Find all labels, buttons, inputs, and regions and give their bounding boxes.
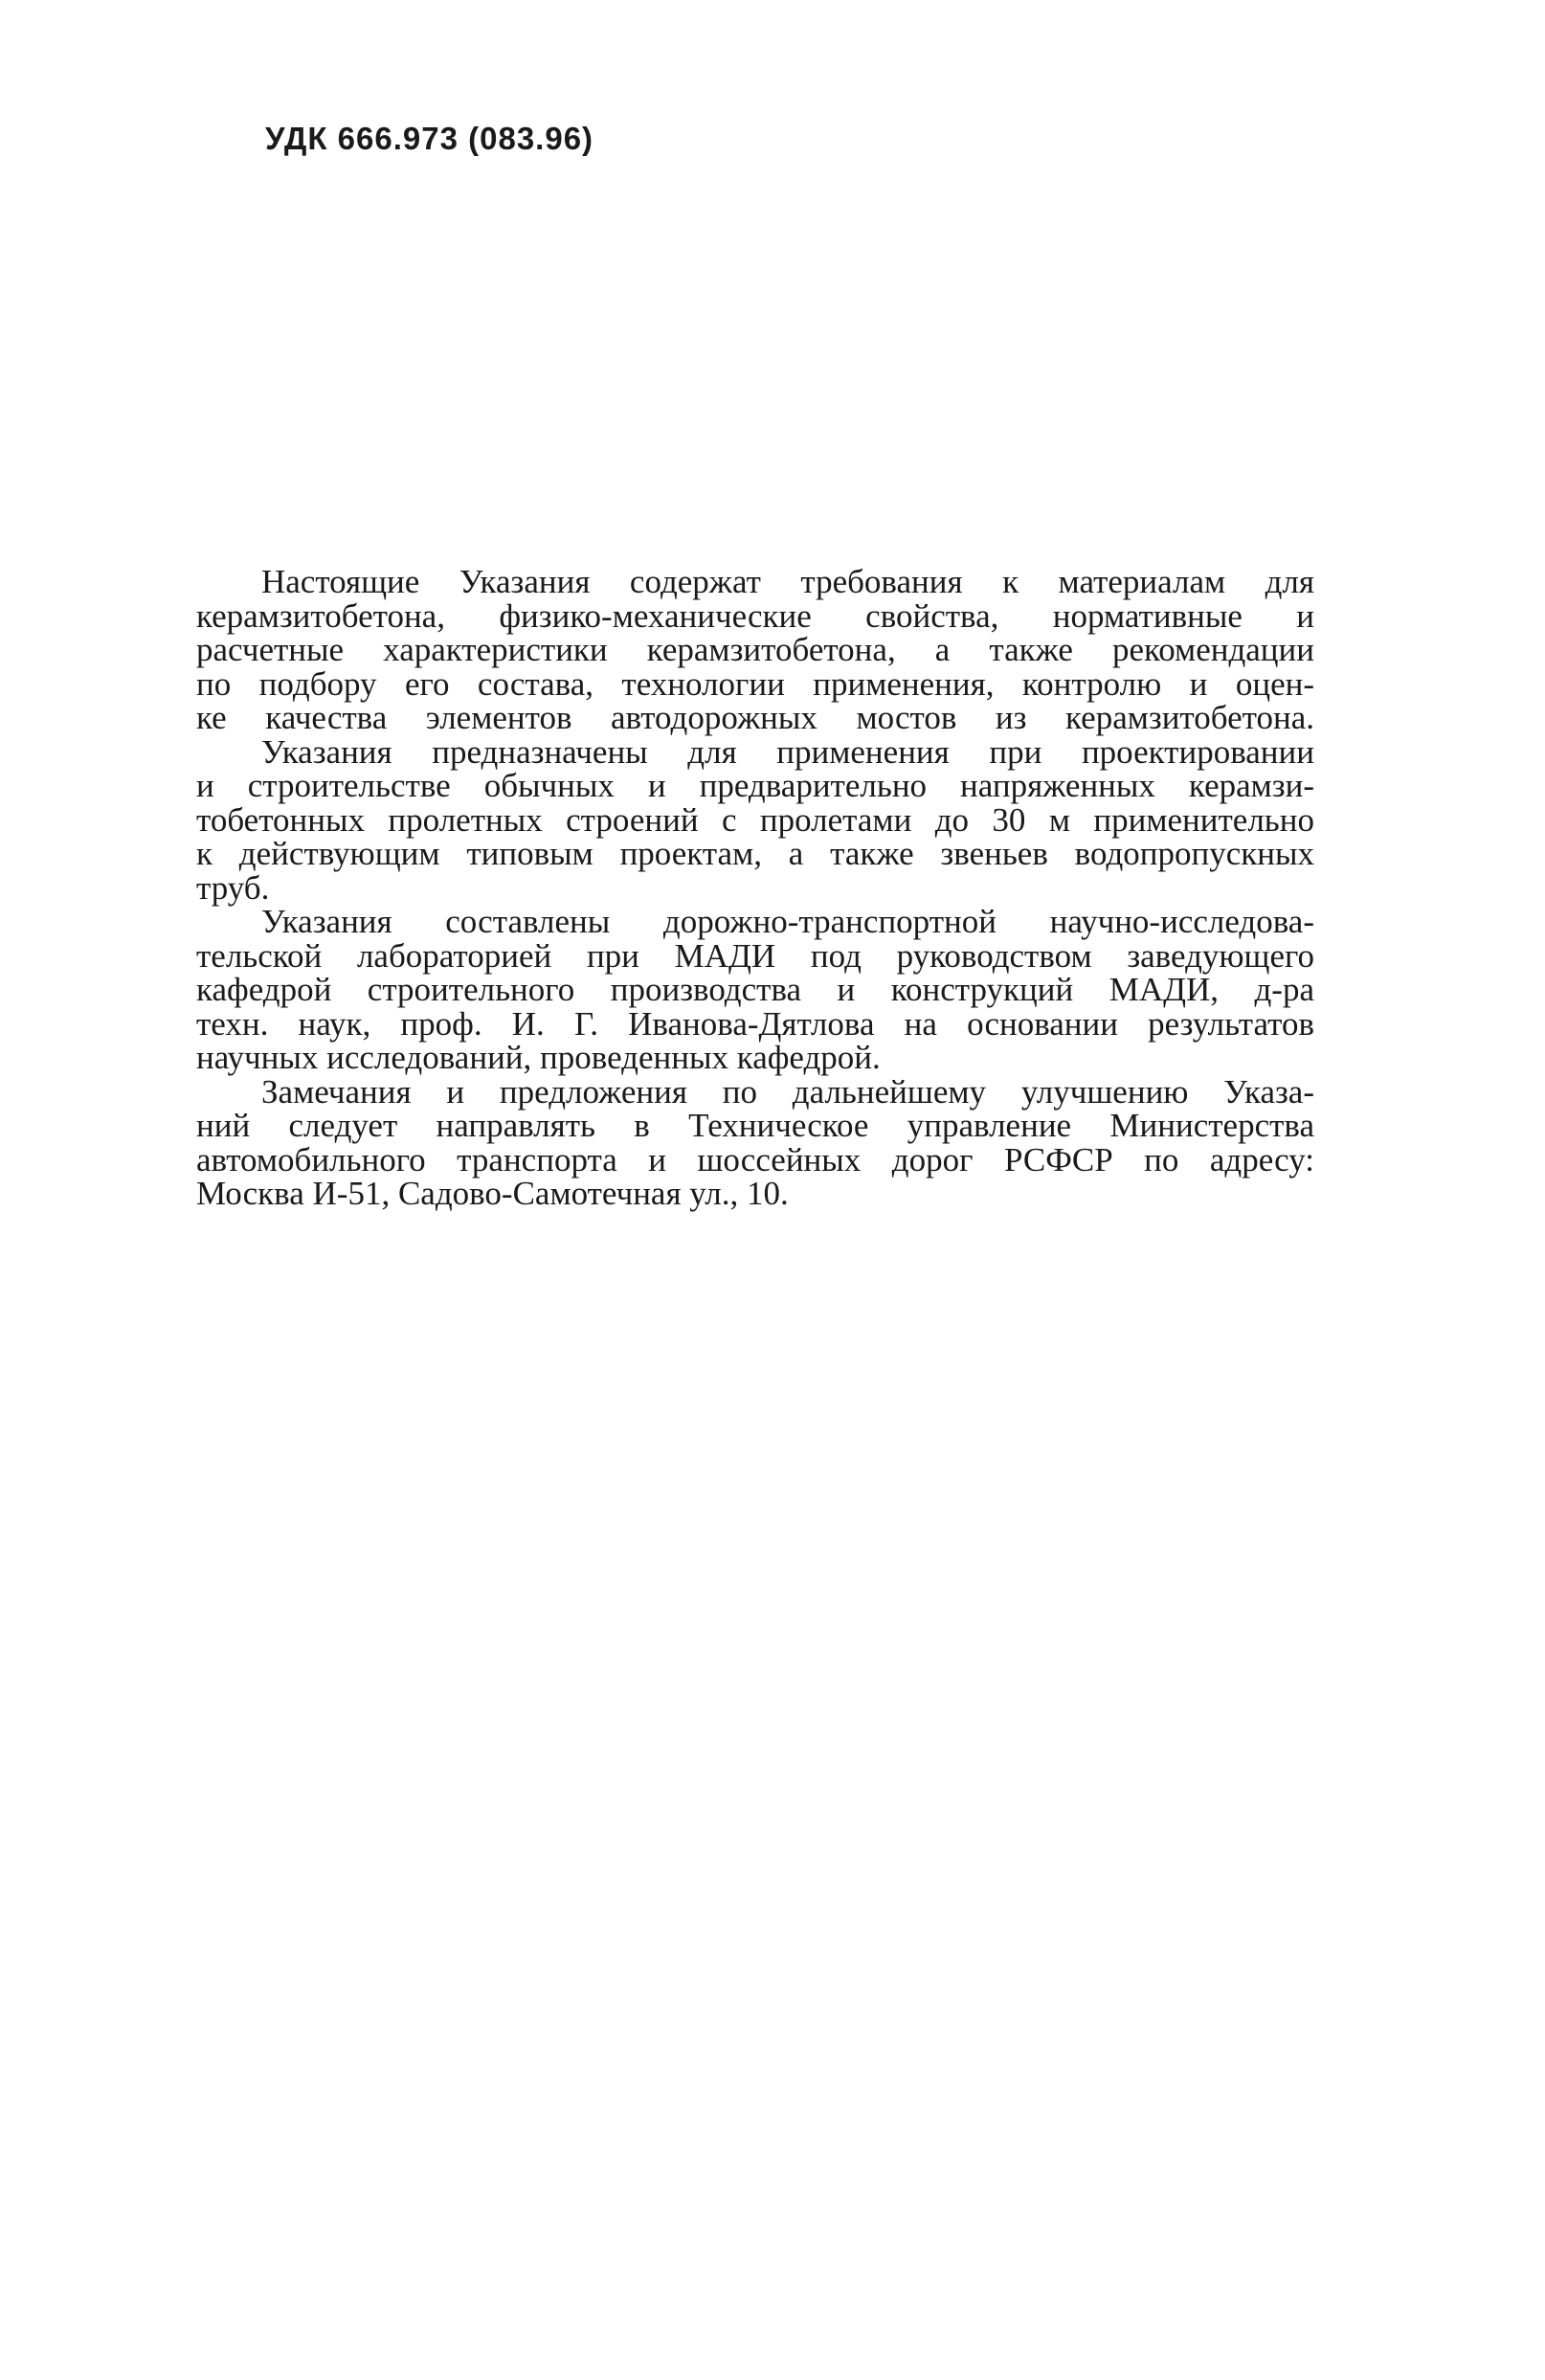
paragraph-purpose — [196, 732, 1314, 907]
text-line: автомобильного транспорта и шоссейных дорог РСФСР по адресу: — [196, 1140, 1314, 1179]
text-line: тобетонных пролетных строений с пролетами до 30 м применительно — [196, 800, 1314, 839]
preface-text — [196, 565, 1314, 1211]
text-line: расчетные характеристики керамзитобетона, а также рекомендации — [196, 631, 1314, 668]
text-line: к действующим типовым проектам, а также звеньев водопропускных — [196, 835, 1314, 872]
text-line: Указания предназначены для применения при проектировании — [261, 732, 1314, 771]
text-line: кафедрой строительного производства и конструкций МАДИ, д-ра — [196, 971, 1314, 1008]
text-line: тельской лабораторией при МАДИ под руководством заведующего — [196, 936, 1314, 975]
text-line: научных исследований, проведенных кафедрой. — [196, 1039, 881, 1076]
text-line: ний следует направлять в Техническое управление Министерства — [196, 1107, 1314, 1144]
text-line: Указания составлены дорожно-транспортной научно-исследова- — [261, 903, 1314, 940]
text-line: керамзитобетона, физико-механические свойства, нормативные и — [196, 596, 1314, 635]
text-line: техн. наук, проф. И. Г. Иванова-Дятлова на основании результатов — [196, 1004, 1314, 1043]
paragraph-feedback — [196, 1072, 1314, 1212]
text-line: труб. — [196, 868, 270, 907]
text-line: Замечания и предложения по дальнейшему улучшению Указа- — [261, 1072, 1314, 1111]
paragraph-scope — [196, 565, 1314, 735]
paragraph-authors — [196, 905, 1314, 1075]
udc-code: УДК 666.973 (083.96) — [265, 121, 594, 156]
text-line: Настоящие Указания содержат требования к материалам для — [261, 563, 1314, 600]
text-line: Москва И-51, Садово-Самотечная ул., 10. — [196, 1175, 789, 1212]
text-line: ке качества элементов автодорожных мостов из керамзитобетона. — [196, 699, 1314, 736]
text-line: и строительстве обычных и предварительно напряженных керамзи- — [196, 767, 1314, 804]
text-line: по подбору его состава, технологии применения, контролю и оцен- — [196, 664, 1314, 703]
